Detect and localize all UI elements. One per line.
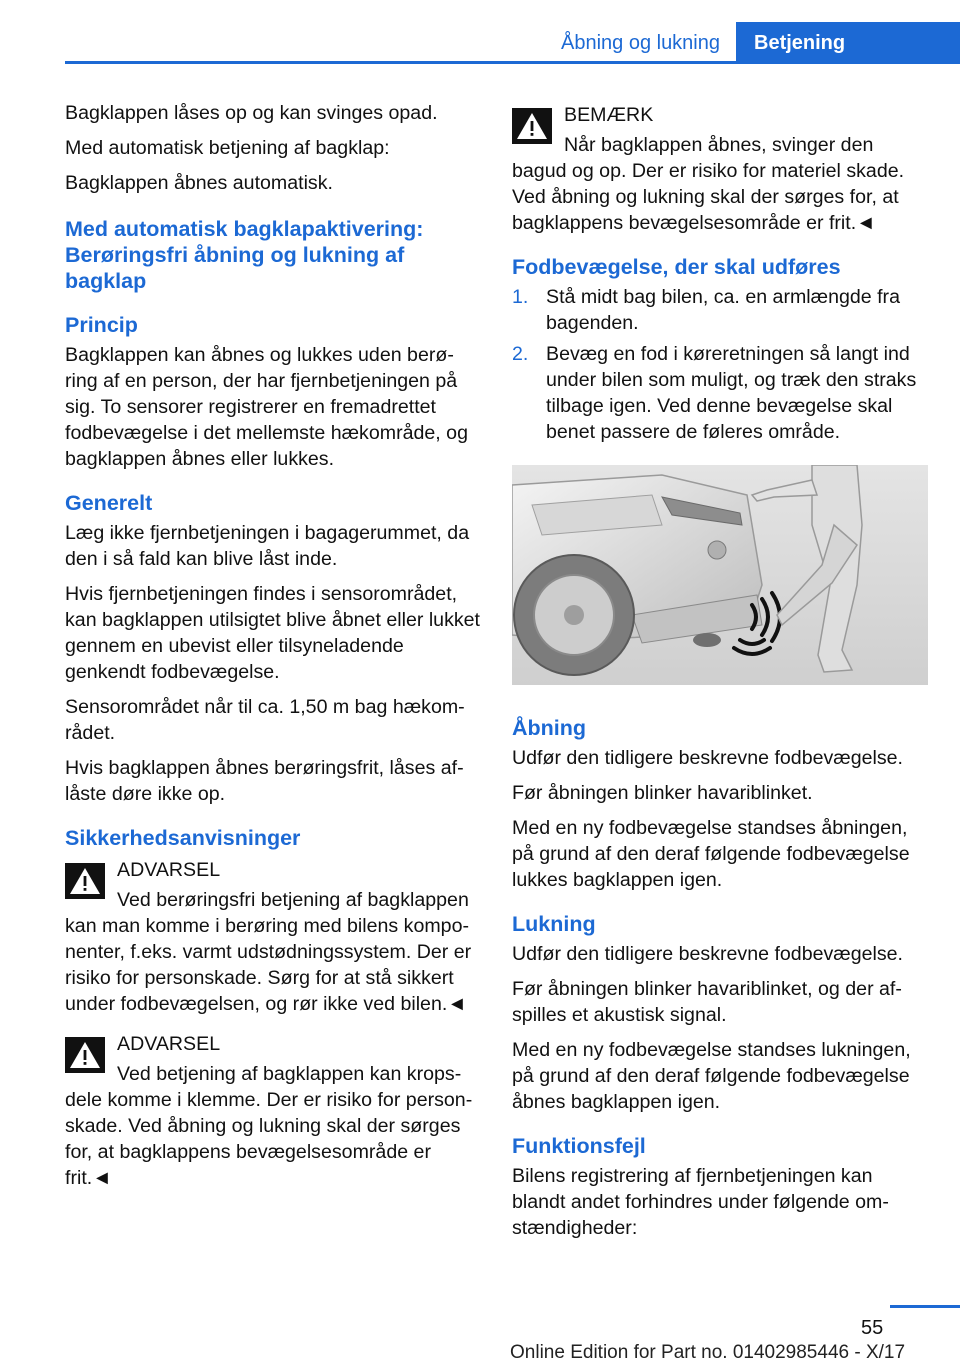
list-item (512, 284, 930, 336)
footer-rule (890, 1305, 960, 1308)
notice-text: Når bagklappen åbnes, svinger den bagud og op. Der er risiko for materiel skade. Ved åbning og lukning skal der sørges for, at bagklappens bevægelsesområde er frit.◄ (512, 134, 905, 234)
paragraph: Bilens registrering af fjernbetjeningen kan blandt andet forhindres under følgende omstændigheder: (512, 1165, 889, 1239)
step-text: Bevæg en fod i køreretningen så langt ind under bilen som muligt, og træk den straks tilbage igen. Ved denne bevægelse skal benet passere de føleres område. (546, 343, 917, 443)
paragraph: Bagklappen kan åbnes og lukkes uden berøring af en person, der har fjernbetjeningen på sig. To sensorer registrerer en fremadrettet fodbevægelse i det mellemste hækområde, og bagklappen åbnes eller lukkes. (65, 344, 468, 470)
paragraph: Udfør den tidligere beskrevne fodbevægelse. (512, 747, 904, 769)
step-text: Stå midt bag bilen, ca. en armlængde fra bagenden. (546, 286, 900, 334)
subsection-heading: Åbning (512, 716, 587, 740)
warning-triangle-icon (512, 108, 552, 144)
step-number: 1. (512, 286, 529, 308)
step-list (512, 284, 930, 445)
right-column (512, 100, 930, 1250)
subsection-heading: Generelt (65, 491, 153, 515)
warning-title: ADVARSEL (117, 1033, 221, 1055)
warning-text: Ved berøringsfri betjening af bagklappen kan man komme i berøring med bilens komponenter, f.eks. varmt udstødningssystem. Der er risiko for personskade. Sørg for at stå sikkert under fodbevægelsen, og rør ikke ved bilen.◄ (65, 889, 472, 1015)
paragraph: Bagklappen låses op og kan svinges opad. (65, 102, 438, 124)
notice-title: BEMÆRK (564, 104, 654, 126)
left-column (65, 100, 480, 1205)
paragraph: Udfør den tidligere beskrevne fodbevægelse. (512, 943, 904, 965)
section-heading: Med automatisk bagklapaktivering: Berøringsfri åbning og lukning af bagklap (65, 217, 424, 293)
paragraph: Med automatisk betjening af bagklap: (65, 137, 390, 159)
header-section-title: Åbning og lukning (560, 32, 720, 54)
warning-text: Ved betjening af bagklappen kan kropsdele komme i klemme. Der er risiko for personskade. Ved åbning og lukning skal der sørges for, at bagklappens bevægelsesområde er frit.◄ (65, 1063, 473, 1189)
warning-triangle-icon (65, 1037, 105, 1073)
footer-edition: Online Edition for Part no. 01402985446 - X/17 (510, 1342, 906, 1363)
paragraph: Hvis fjernbetjeningen findes i sensorområdet, kan bagklappen utilsigtet blive åbnet eller lukket gennem en ubevist eller tilsyneladende genkendt fodbevægelse. (65, 583, 480, 683)
illustration-foot-gesture (512, 465, 928, 685)
page-header (65, 22, 960, 64)
paragraph: Før åbningen blinker havariblinket, og der afspilles et akustisk signal. (512, 978, 902, 1026)
list-item (512, 341, 930, 445)
subsection-heading: Fodbevægelse, der skal udføres (512, 255, 841, 279)
warning-block (65, 857, 480, 1017)
header-chapter-tab: Betjening (736, 22, 960, 61)
step-number: 2. (512, 343, 529, 365)
subsection-heading: Sikkerhedsanvisninger (65, 826, 301, 850)
car-rear-illustration (512, 465, 928, 685)
paragraph: Sensorområdet når til ca. 1,50 m bag hækområdet. (65, 696, 465, 744)
paragraph: Med en ny fodbevægelse standses lukningen, på grund af den deraf følgende fodbevægelse åbnes bagklappen igen. (512, 1039, 911, 1113)
paragraph: Bagklappen åbnes automatisk. (65, 172, 333, 194)
warning-block (65, 1031, 480, 1191)
paragraph: Læg ikke fjernbetjeningen i bagagerummet, da den i så fald kan blive låst inde. (65, 522, 470, 570)
page-number: 55 (861, 1317, 884, 1339)
subsection-heading: Funktionsfejl (512, 1134, 646, 1158)
subsection-heading: Princip (65, 313, 138, 337)
paragraph: Med en ny fodbevægelse standses åbningen, på grund af den deraf følgende fodbevægelse lukkes bagklappen igen. (512, 817, 910, 891)
warning-triangle-icon (65, 863, 105, 899)
subsection-heading: Lukning (512, 912, 596, 936)
paragraph: Hvis bagklappen åbnes berøringsfrit, låses aflåste døre ikke op. (65, 757, 464, 805)
warning-title: ADVARSEL (117, 859, 221, 881)
notice-block (512, 102, 930, 236)
paragraph: Før åbningen blinker havariblinket. (512, 782, 813, 804)
